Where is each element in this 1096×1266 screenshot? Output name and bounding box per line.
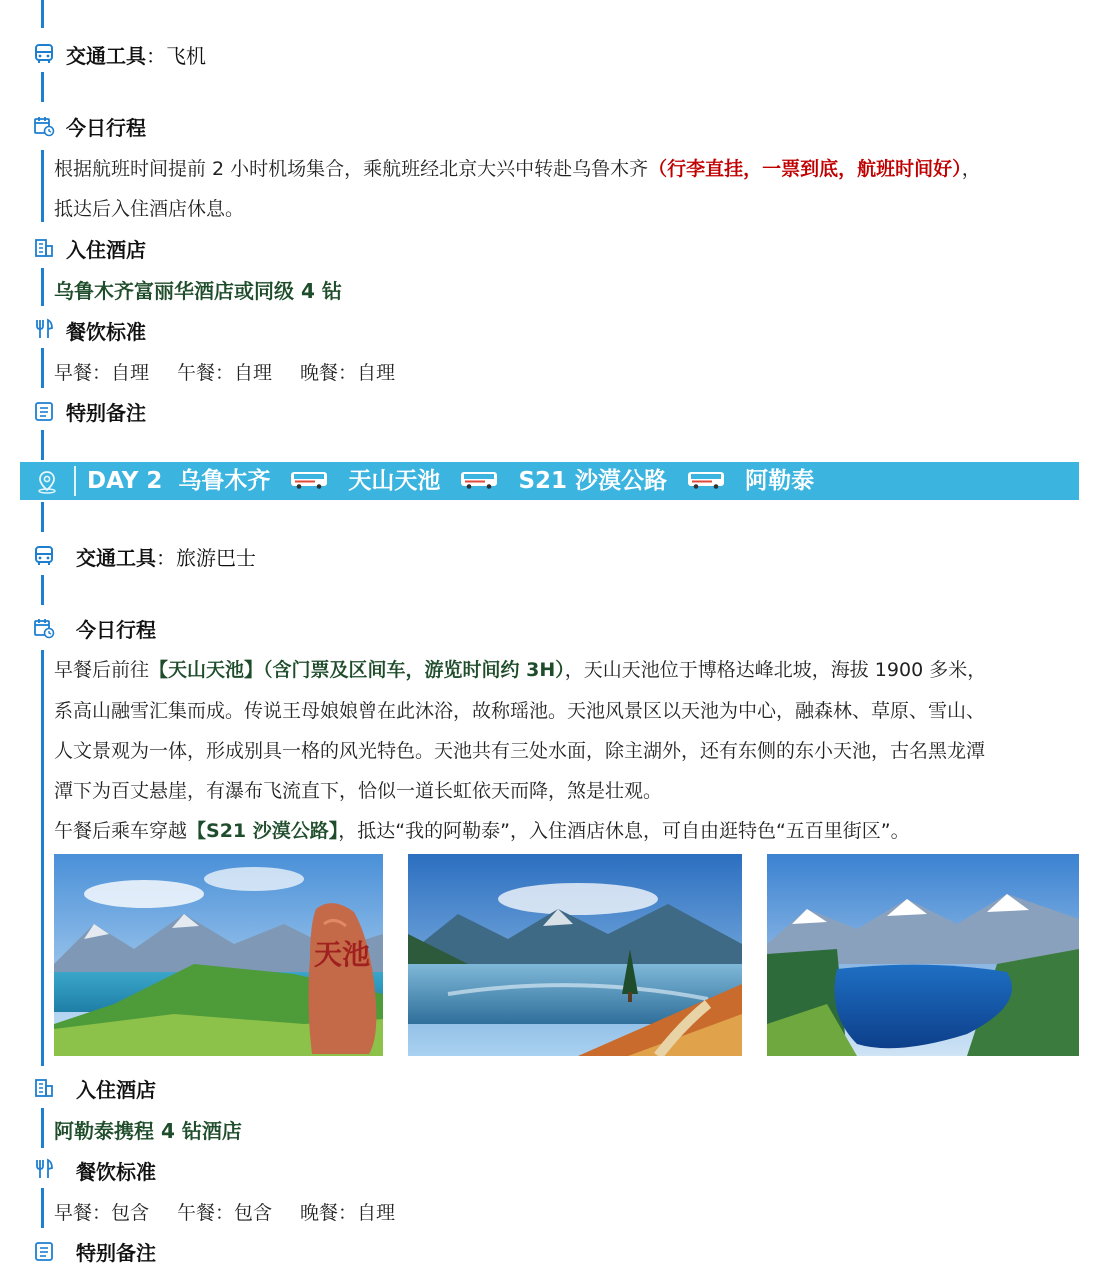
tianchi-stone-photo [54,854,383,1056]
timeline-line [41,1188,44,1228]
bus-icon [687,471,725,489]
route-stop: 阿勒泰 [745,468,815,494]
day2-hotel-name: 阿勒泰携程 4 钻酒店 [54,1119,242,1143]
transport-label: 交通工具 [76,546,156,570]
tianchi-lake-road-photo [408,854,742,1056]
day1-hotel-name: 乌鲁木齐富丽华酒店或同级 4 钻 [54,279,342,303]
hotel-icon [33,237,55,259]
lunch: 午餐：包含 [177,1202,273,1224]
day2-header-bar [20,462,1079,500]
day2-itinerary-line4: 潭下为百丈悬崖，有瀑布飞流直下，恰似一道长虹依天而降，煞是壮观。 [54,780,663,802]
lunch: 午餐：自理 [177,362,273,384]
day2-itinerary-line2: 系高山融雪汇集而成。传说王母娘娘曾在此沐浴，故称瑶池。天池风景区以天池为中心，融森林、草原、雪山、 [54,700,986,722]
cutlery-icon [33,1158,55,1180]
day1-itinerary-title: 今日行程 [66,116,146,140]
day1-itinerary-line1: 根据航班时间提前 2 小时机场集合，乘航班经北京大兴中转赴乌鲁木齐（行李直挂，一票到底，航班时间好）， [54,158,981,180]
bus-icon [460,471,498,489]
day1-hotel-title: 入住酒店 [66,238,146,262]
timeline-line [41,150,44,222]
route-stop: 乌鲁木齐 [178,468,271,494]
hotel-icon [33,1077,55,1099]
cutlery-icon [33,318,55,340]
day2-itinerary-title: 今日行程 [76,618,156,642]
day2-route-title [87,467,814,495]
tianchi-blue-lake-photo [767,854,1079,1056]
day2-itinerary-line1: 早餐后前往【天山天池】（含门票及区间车，游览时间约 3H），天山天池位于博格达峰北坡，海拔 1900 多米， [54,659,987,681]
dinner: 晚餐：自理 [300,1202,396,1224]
stone-inscription: 天池 [313,938,371,971]
timeline-line [41,1108,44,1148]
timeline-line [41,348,44,388]
day1-transport: 交通工具：飞机 [66,44,206,68]
day2-hotel-title: 入住酒店 [76,1078,156,1102]
route-stop: S21 沙漠公路 [518,468,668,494]
day2-itinerary-line5: 午餐后乘车穿越【S21 沙漠公路】，抵达“我的阿勒泰”，入住酒店休息，可自由逛特色“五百里街区”。 [54,820,910,842]
day1-meals [54,360,423,386]
day-number: DAY 2 [87,468,163,494]
day2-meal-title: 餐饮标准 [76,1160,156,1184]
bus-icon [33,43,55,65]
bus-icon [33,545,55,567]
day2-transport: 交通工具：旅游巴士 [76,546,256,570]
timeline-line [41,575,44,605]
transport-value: 飞机 [166,44,206,68]
notes-icon [33,1240,55,1262]
timeline-line [41,502,44,532]
breakfast: 早餐：自理 [54,362,150,384]
route-stop: 天山天池 [348,468,441,494]
bar-divider [74,466,76,496]
day2-meals [54,1200,423,1226]
timeline-line [41,268,44,306]
day2-notes-title: 特别备注 [76,1241,156,1265]
timeline-line [41,72,44,102]
dinner: 晚餐：自理 [300,362,396,384]
day1-notes-title: 特别备注 [66,401,146,425]
itinerary-highlight: （行李直挂，一票到底，航班时间好） [648,158,962,180]
timeline-line [41,430,44,460]
bus-icon [290,471,328,489]
transport-value: 旅游巴士 [176,546,256,570]
day1-itinerary-line2: 抵达后入住酒店休息。 [54,198,245,220]
transport-label: 交通工具 [66,44,146,68]
calendar-icon [33,115,55,137]
day1-meal-title: 餐饮标准 [66,320,146,344]
tianchi-highlight: 【天山天池】（含门票及区间车，游览时间约 3H） [149,659,565,681]
location-pin-icon [34,469,60,495]
timeline-line [41,650,44,1066]
s21-highlight: 【S21 沙漠公路】 [187,820,339,842]
calendar-icon [33,617,55,639]
breakfast: 早餐：包含 [54,1202,150,1224]
notes-icon [33,400,55,422]
timeline-line [41,0,44,28]
day2-itinerary-line3: 人文景观为一体，形成别具一格的风光特色。天池共有三处水面，除主湖外，还有东侧的东小天池，古名黑龙潭 [54,740,986,762]
